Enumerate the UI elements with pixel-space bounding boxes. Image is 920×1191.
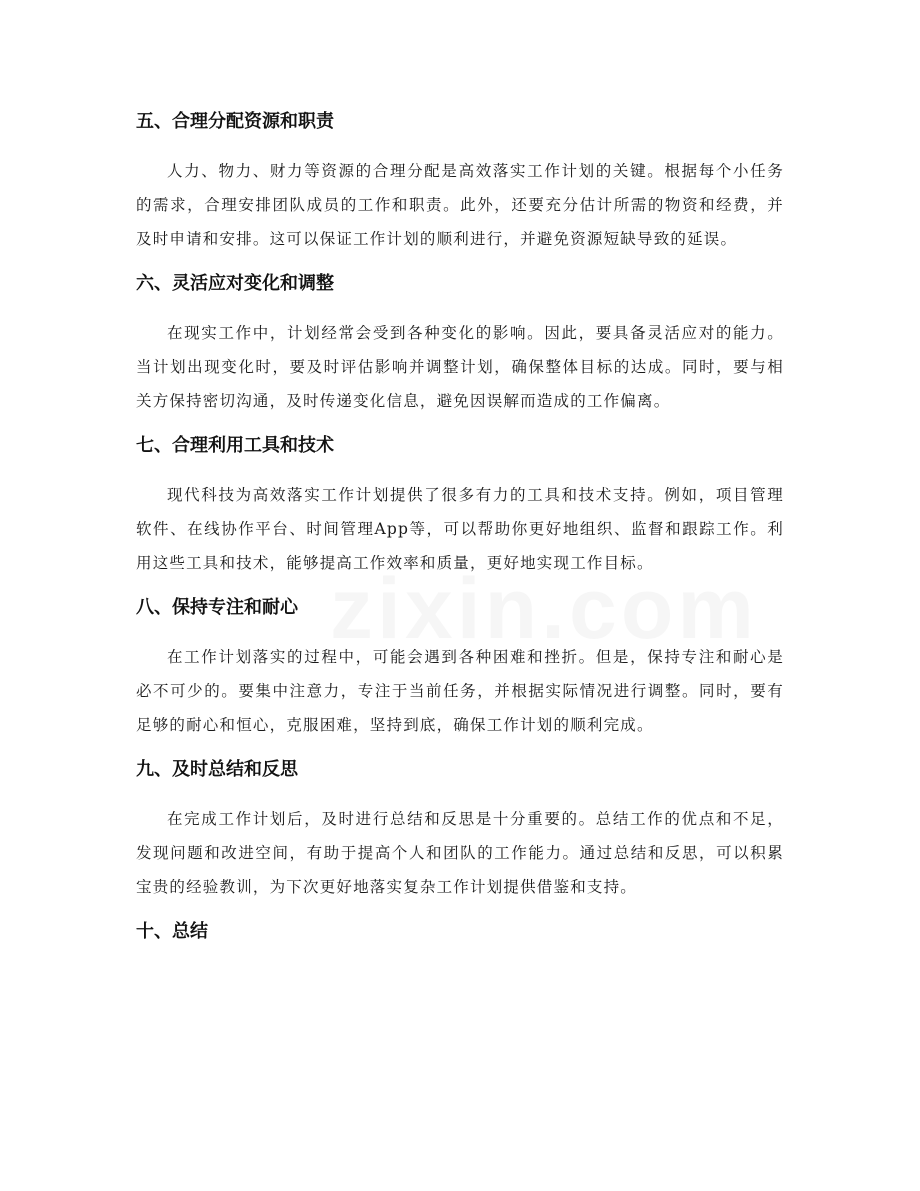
section-7 bbox=[136, 434, 784, 580]
section-5 bbox=[136, 110, 784, 256]
section-heading: 七、合理利用工具和技术 bbox=[136, 435, 334, 456]
section-paragraph: 在完成工作计划后，及时进行总结和反思是十分重要的。总结工作的优点和不足，发现问题和改进空间，有助于提高个人和团队的工作能力。通过总结和反思，可以积累宝贵的经验教训，为下次更好地落实复杂工作计划提供借鉴和支持。 bbox=[136, 810, 784, 896]
section-heading: 十、总结 bbox=[136, 921, 208, 942]
section-paragraph: 人力、物力、财力等资源的合理分配是高效落实工作计划的关键。根据每个小任务的需求，合理安排团队成员的工作和职责。此外，还要充分估计所需的物资和经费，并及时申请和安排。这可以保证工作计划的顺利进行，并避免资源短缺导致的延误。 bbox=[136, 162, 784, 248]
section-9 bbox=[136, 758, 784, 904]
section-heading: 九、及时总结和反思 bbox=[136, 759, 298, 780]
section-8 bbox=[136, 596, 784, 742]
section-10 bbox=[136, 920, 784, 944]
section-paragraph: 现代科技为高效落实工作计划提供了很多有力的工具和技术支持。例如，项目管理软件、在线协作平台、时间管理App等，可以帮助你更好地组织、监督和跟踪工作。利用这些工具和技术，能够提高工作效率和质量，更好地实现工作目标。 bbox=[136, 486, 784, 572]
section-paragraph: 在现实工作中，计划经常会受到各种变化的影响。因此，要具备灵活应对的能力。当计划出现变化时，要及时评估影响并调整计划，确保整体目标的达成。同时，要与相关方保持密切沟通，及时传递变化信息，避免因误解而造成的工作偏离。 bbox=[136, 324, 784, 410]
section-6 bbox=[136, 272, 784, 418]
document-body bbox=[136, 96, 784, 964]
section-heading: 五、合理分配资源和职责 bbox=[136, 111, 334, 132]
section-heading: 八、保持专注和耐心 bbox=[136, 597, 298, 618]
section-heading: 六、灵活应对变化和调整 bbox=[136, 273, 334, 294]
section-paragraph: 在工作计划落实的过程中，可能会遇到各种困难和挫折。但是，保持专注和耐心是必不可少的。要集中注意力，专注于当前任务，并根据实际情况进行调整。同时，要有足够的耐心和恒心，克服困难，坚持到底，确保工作计划的顺利完成。 bbox=[136, 648, 784, 734]
